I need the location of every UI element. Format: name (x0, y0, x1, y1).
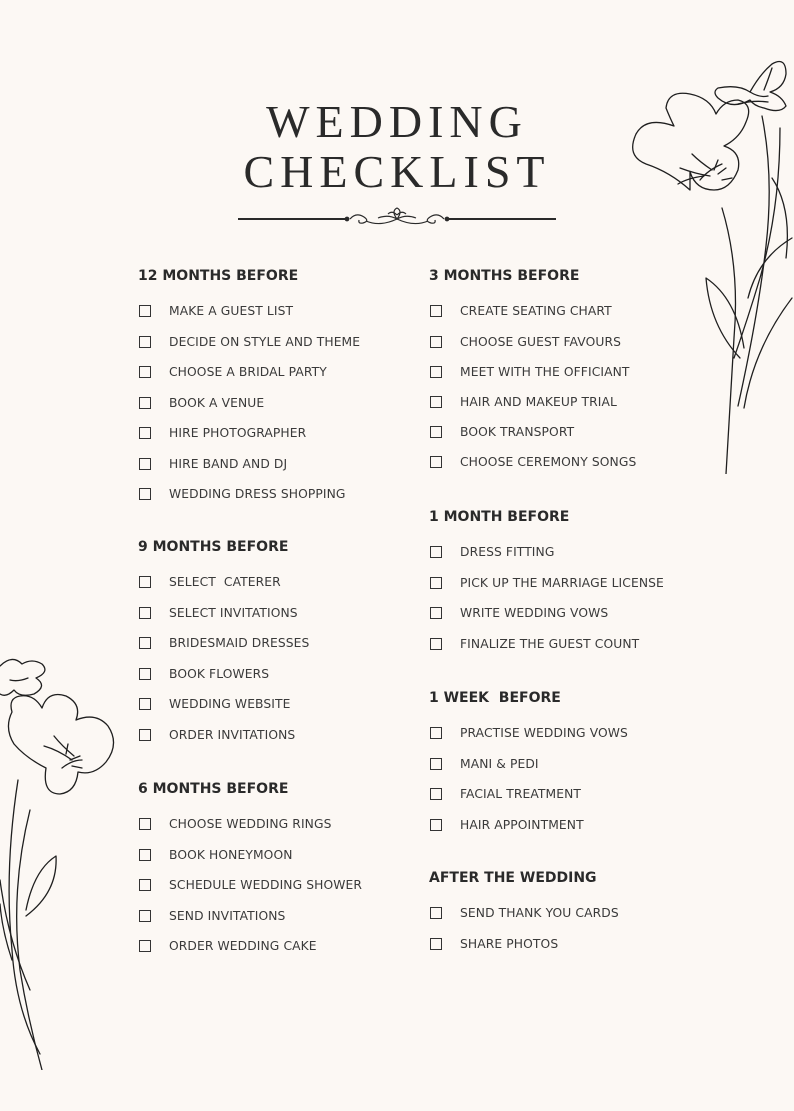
checkbox[interactable] (430, 907, 442, 919)
checklist-item-label: HAIR APPOINTMENT (460, 817, 584, 832)
section-6-months (138, 780, 362, 962)
checkbox[interactable] (139, 397, 151, 409)
checklist-item[interactable] (429, 296, 636, 327)
checkbox[interactable] (430, 819, 442, 831)
section-12-months (138, 267, 360, 510)
checklist-item-label: DRESS FITTING (460, 545, 555, 560)
section-title: 1 WEEK BEFORE (429, 690, 561, 706)
checklist-item-label: ORDER INVITATIONS (169, 727, 296, 742)
checklist-item[interactable] (138, 931, 362, 962)
checklist (138, 296, 360, 510)
checklist-item[interactable] (429, 568, 664, 599)
checklist-item-label: SELECT INVITATIONS (169, 605, 298, 620)
checkbox[interactable] (430, 426, 442, 438)
section-1-month (429, 508, 664, 659)
checkbox[interactable] (139, 849, 151, 861)
checklist-item[interactable] (138, 327, 360, 358)
checkbox[interactable] (139, 668, 151, 680)
checklist (429, 296, 636, 477)
checkbox[interactable] (430, 638, 442, 650)
checkbox[interactable] (430, 788, 442, 800)
checkbox[interactable] (430, 727, 442, 739)
checklist-item-label: WRITE WEDDING VOWS (460, 606, 609, 621)
checklist-item[interactable] (429, 810, 628, 841)
checklist-item[interactable] (138, 357, 360, 388)
checklist-item-label: CHOOSE CEREMONY SONGS (460, 454, 637, 469)
checklist-item-label: BOOK FLOWERS (169, 666, 270, 681)
checklist-item[interactable] (138, 628, 309, 659)
checklist-item-label: MEET WITH THE OFFICIANT (460, 364, 630, 379)
checklist-item[interactable] (138, 479, 360, 510)
checkbox[interactable] (139, 698, 151, 710)
flower-illustration-bottom-left (0, 650, 140, 1070)
checklist-item-label: PRACTISE WEDDING VOWS (460, 726, 628, 741)
checklist-item-label: SEND THANK YOU CARDS (460, 906, 619, 921)
checklist-item[interactable] (138, 659, 309, 690)
section-title: AFTER THE WEDDING (429, 870, 597, 886)
checkbox[interactable] (139, 488, 151, 500)
checkbox[interactable] (430, 577, 442, 589)
checklist-item[interactable] (429, 327, 636, 357)
checkbox[interactable] (430, 546, 442, 558)
checkbox[interactable] (139, 607, 151, 619)
checklist-item-label: CHOOSE A BRIDAL PARTY (169, 365, 327, 380)
section-title: 6 MONTHS BEFORE (138, 781, 289, 797)
checklist-item-label: HIRE BAND AND DJ (169, 456, 288, 471)
page-title-line-2: CHECKLIST (243, 146, 551, 197)
checkbox[interactable] (430, 456, 442, 468)
checklist-item-label: BOOK TRANSPORT (460, 424, 575, 439)
checkbox[interactable] (139, 910, 151, 922)
checkbox[interactable] (139, 458, 151, 470)
checklist-item-label: BOOK A VENUE (169, 395, 265, 410)
checklist-item[interactable] (429, 598, 664, 629)
checklist-item-label: SCHEDULE WEDDING SHOWER (169, 878, 363, 893)
checkbox[interactable] (139, 879, 151, 891)
checklist-item-label: SEND INVITATIONS (169, 908, 286, 923)
checklist-item-label: FACIAL TREATMENT (460, 787, 582, 802)
checkbox[interactable] (430, 305, 442, 317)
checkbox[interactable] (430, 336, 442, 348)
checkbox[interactable] (139, 427, 151, 439)
checklist-item[interactable] (138, 449, 360, 480)
checklist-item-label: HAIR AND MAKEUP TRIAL (460, 394, 617, 409)
ornamental-divider (238, 206, 556, 232)
flower-illustration-top-right (630, 58, 794, 474)
checklist-item-label: CHOOSE GUEST FAVOURS (460, 334, 621, 349)
checklist (429, 898, 619, 959)
checklist-item[interactable] (138, 720, 309, 751)
checklist-item-label: FINALIZE THE GUEST COUNT (460, 636, 640, 651)
section-title: 9 MONTHS BEFORE (138, 539, 289, 555)
checklist (138, 809, 362, 962)
page-title-line-1: WEDDING (266, 96, 528, 147)
checklist-item-label: PICK UP THE MARRIAGE LICENSE (460, 575, 664, 590)
checklist-item[interactable] (138, 689, 309, 720)
checklist-item[interactable] (429, 629, 664, 660)
checkbox[interactable] (430, 366, 442, 378)
checkbox[interactable] (139, 576, 151, 588)
checklist-item[interactable] (429, 387, 636, 417)
checklist-item[interactable] (138, 901, 362, 932)
checkbox[interactable] (139, 940, 151, 952)
checklist-item-label: MANI & PEDI (460, 756, 539, 771)
checklist-item[interactable] (429, 929, 619, 960)
checklist-item[interactable] (138, 809, 362, 840)
checklist-item-label: MAKE A GUEST LIST (169, 304, 294, 319)
checklist-item[interactable] (138, 870, 362, 901)
checklist-item[interactable] (138, 840, 362, 871)
section-3-months (429, 267, 636, 477)
checkbox[interactable] (430, 396, 442, 408)
checklist (429, 718, 628, 840)
checklist-item[interactable] (429, 537, 664, 568)
checklist-item[interactable] (429, 417, 636, 447)
checkbox[interactable] (139, 366, 151, 378)
checklist-item[interactable] (138, 418, 360, 449)
checkbox[interactable] (430, 607, 442, 619)
checklist-item[interactable] (138, 598, 309, 629)
checklist-item-label: HIRE PHOTOGRAPHER (169, 426, 307, 441)
checklist-item[interactable] (138, 296, 360, 327)
section-9-months (138, 538, 309, 750)
checklist-item-label: BOOK HONEYMOON (169, 847, 293, 862)
checkbox[interactable] (139, 305, 151, 317)
checklist-item[interactable] (429, 749, 628, 780)
checklist-item[interactable] (429, 898, 619, 929)
checklist-item-label: WEDDING DRESS SHOPPING (169, 487, 346, 502)
checklist (138, 567, 309, 750)
checkbox[interactable] (430, 758, 442, 770)
checklist-item-label: SELECT CATERER (169, 575, 281, 590)
checklist-item[interactable] (429, 779, 628, 810)
checkbox[interactable] (430, 938, 442, 950)
checkbox[interactable] (139, 729, 151, 741)
section-after-wedding (429, 869, 619, 959)
checklist-item-label: SHARE PHOTOS (460, 936, 559, 951)
checkbox[interactable] (139, 637, 151, 649)
section-1-week (429, 689, 628, 840)
section-title: 1 MONTH BEFORE (429, 509, 570, 525)
checklist-item[interactable] (429, 447, 636, 477)
checkbox[interactable] (139, 336, 151, 348)
checklist-item-label: DECIDE ON STYLE AND THEME (169, 334, 361, 349)
section-title: 12 MONTHS BEFORE (138, 268, 299, 284)
checklist (429, 537, 664, 659)
checklist-item-label: WEDDING WEBSITE (169, 697, 291, 712)
checklist-item-label: CREATE SEATING CHART (460, 304, 612, 319)
checklist-item-label: ORDER WEDDING CAKE (169, 939, 317, 954)
checklist-item-label: CHOOSE WEDDING RINGS (169, 817, 332, 832)
checkbox[interactable] (139, 818, 151, 830)
checklist-item-label: BRIDESMAID DRESSES (169, 636, 310, 651)
checklist-item[interactable] (138, 567, 309, 598)
section-title: 3 MONTHS BEFORE (429, 268, 580, 284)
checklist-item[interactable] (138, 388, 360, 419)
checklist-item[interactable] (429, 357, 636, 387)
checklist-item[interactable] (429, 718, 628, 749)
